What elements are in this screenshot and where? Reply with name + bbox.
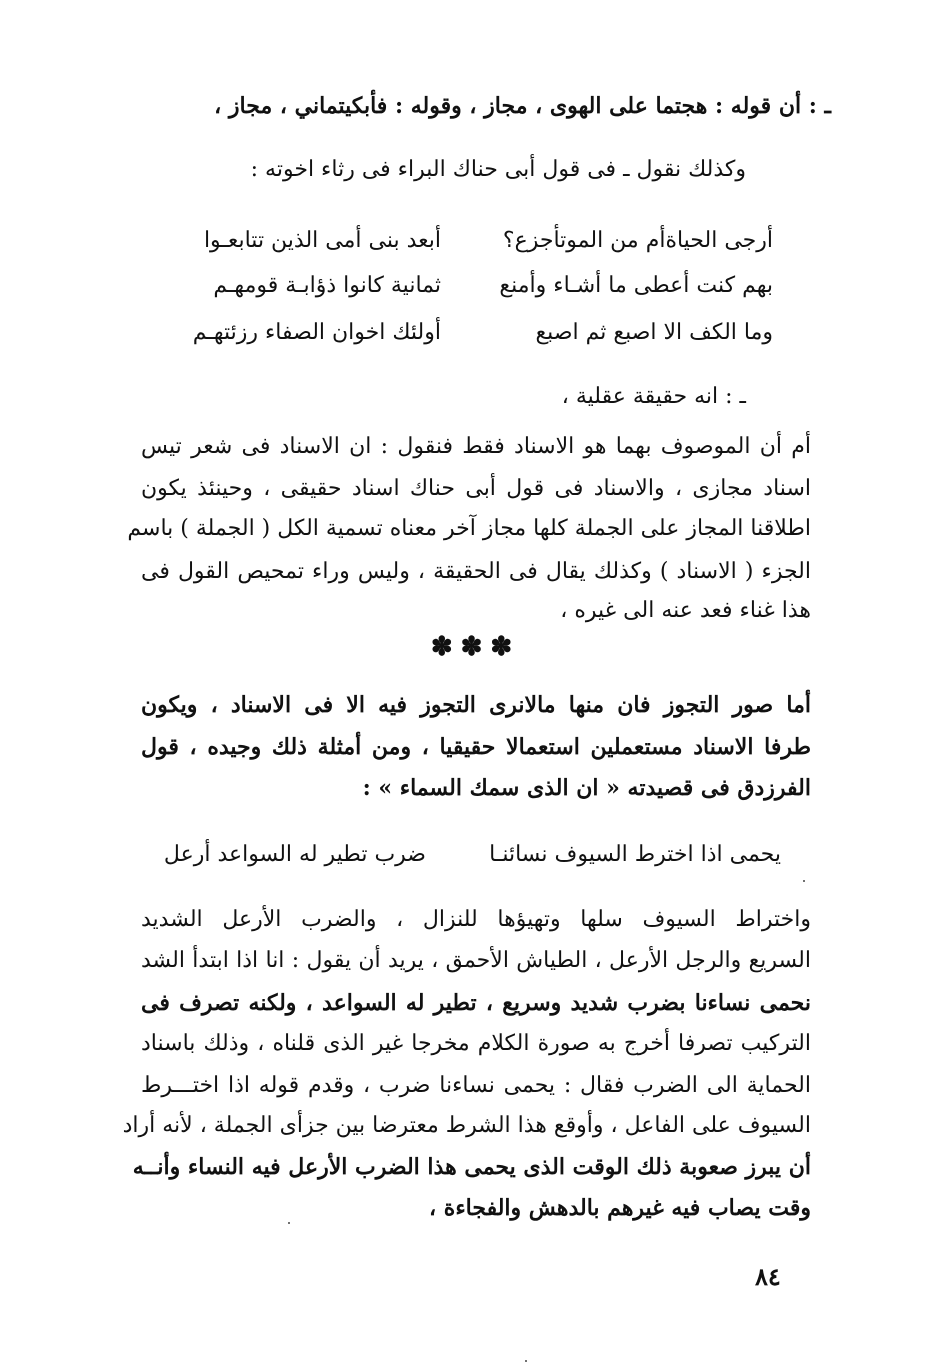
para3-line-4: التركيب تصرفا أخرج به صورة الكلام مخرجا غير الذى قلناه ، وذلك باسناد xyxy=(141,1031,811,1056)
para1-line-2: اسناد مجازى ، والاسناد فى قول أبى حناك اسناد حقيقى ، وحينئذ يكون xyxy=(141,476,811,501)
para1-line-4: الجزء ( الاسناد ) وكذلك يقال فى الحقيقة ، وليس وراء تمحيص القول فى xyxy=(141,559,811,584)
intro-line-1: ـ : أن قوله : هجتما على الهوى ، مجاز ، وقوله : فأبكيتماني ، مجاز ، xyxy=(214,93,831,119)
para2-line-2: طرفا الاسناد مستعملين استعمالا حقيقيا ، ومن أمثلة ذلك وجيده ، قول xyxy=(141,734,811,760)
poem1-verse-2-first-hemistich: ثمانية كانوا ذؤابـة قومهـم xyxy=(213,273,441,298)
poem1-verse-2-second-hemistich: بهم كنت أعطى ما أشـاء وأمنع xyxy=(499,273,773,298)
note-line: ـ : انه حقيقة عقلية ، xyxy=(561,384,746,409)
para2-line-1: أما صور التجوز فان منها مالانرى التجوز فيه الا فى الاسناد ، ويكون xyxy=(141,692,811,718)
para3-line-3: نحمى نساءنا بضرب شديد وسريع ، تطير له السواعد ، ولكنه تصرف فى xyxy=(141,990,811,1016)
para1-line-1: أم أن الموصوف بهما هو الاسناد فقط فنقول : ان الاسناد فى شعر تيس xyxy=(141,434,811,459)
section-separator: ✽✽✽ xyxy=(430,632,521,662)
para3-line-6: السيوف على الفاعل ، وأوقع هذا الشرط معترضا بين جزأى الجملة ، لأنه أراد xyxy=(122,1113,811,1138)
para3-line-7: أن يبرز صعوبة ذلك الوقت الذى يحمى هذا الضرب الأرعل فيه النساء وأنــه xyxy=(132,1154,811,1180)
para3-line-2: السريع والرجل الأرعل ، الطياش الأحمق ، يريد أن يقول : انا اذا ابتدأ الشد xyxy=(141,948,811,973)
page-number: ٨٤ xyxy=(755,1262,781,1291)
para1-line-3: اطلاقنا المجاز على الجملة كلها مجاز آخر معناه تسمية الكل ( الجملة ) باسم xyxy=(127,516,811,541)
scan-speck xyxy=(288,1222,290,1224)
para3-line-5: الحماية الى الضرب فقال : يحمى نساءنا ضرب ، وقدم قوله اذا اختـــرط xyxy=(141,1073,811,1098)
para3-line-8: وقت يصاب فيه غيرهم بالدهش والفجاءة ، xyxy=(429,1195,811,1221)
intro-line-2: وكذلك نقول ـ فى قول أبى حناك البراء فى رثاء اخوته : xyxy=(250,157,746,182)
poem1-verse-1-second-hemistich: أرجى الحياةأم من الموتأجزع؟ xyxy=(502,228,773,253)
para2-line-3: الفرزدق فى قصيدته « ان الذى سمك السماء » : xyxy=(362,775,811,801)
poem1-verse-3-first-hemistich: أولئك اخوان الصفاء رزئتهـم xyxy=(192,320,441,345)
para1-line-5: هذا غناء فعد عنه الى غيره ، xyxy=(560,598,811,623)
scan-speck xyxy=(803,880,805,882)
poem1-verse-1-first-hemistich: أبعد بنى أمى الذين تتابعـوا xyxy=(203,228,441,253)
poem2-first-hemistich: يحمى اذا اخترط السيوف نسائنـا xyxy=(489,842,781,867)
scan-speck xyxy=(525,1360,527,1362)
poem2-second-hemistich: ضرب تطير له السواعد أرعل xyxy=(163,842,426,867)
poem1-verse-3-second-hemistich: وما الكف الا اصبع ثم اصبع xyxy=(535,320,773,345)
para3-line-1: واختراط السيوف سلها وتهيؤها للنزال ، والضرب الأرعل الشديد xyxy=(141,907,811,932)
